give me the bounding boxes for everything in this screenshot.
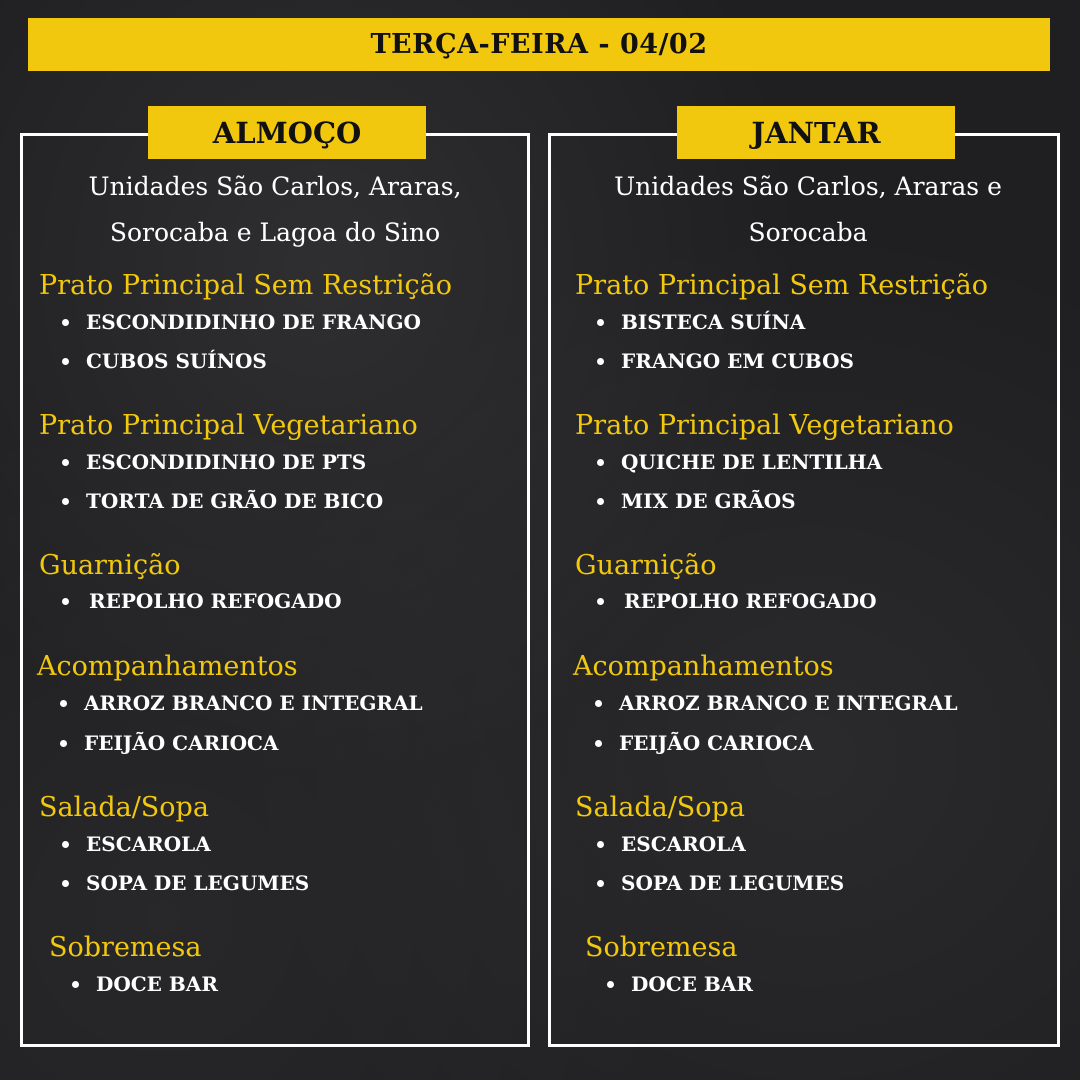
dinner-menu-item: FRANGO EM CUBOS [597,349,854,373]
lunch-section-title: Acompanhamentos [37,651,298,682]
dinner-menu-item: ESCAROLA [597,832,746,856]
dinner-section-title: Sobremesa [585,932,738,963]
dinner-menu-item: QUICHE DE LENTILHA [597,450,882,474]
bullet-icon [62,459,69,466]
dinner-units-line2: Sorocaba [748,218,868,247]
lunch-units [30,164,520,256]
lunch-units-line1: Unidades São Carlos, Araras, [88,172,462,201]
bullet-icon [607,981,614,988]
lunch-units-line2: Sorocaba e Lagoa do Sino [109,218,441,247]
date-title: TERÇA-FEIRA - 04/02 [370,29,708,60]
lunch-menu-item: ESCONDIDINHO DE FRANGO [62,310,421,334]
bullet-icon [595,700,602,707]
dinner-menu-item: BISTECA SUÍNA [597,310,805,334]
lunch-menu-item: DOCE BAR [72,972,218,996]
dinner-menu-item: FEIJÃO CARIOCA [595,731,813,755]
lunch-menu-item: ARROZ BRANCO E INTEGRAL [60,691,423,715]
dinner-menu-item: ARROZ BRANCO E INTEGRAL [595,691,958,715]
dinner-menu-item: MIX DE GRÃOS [597,489,796,513]
lunch-section-title: Salada/Sopa [39,792,209,823]
bullet-icon [597,498,604,505]
lunch-section-title: Prato Principal Sem Restrição [39,270,453,301]
lunch-menu-item: ESCONDIDINHO DE PTS [62,450,366,474]
lunch-section-title: Prato Principal Vegetariano [39,410,418,441]
lunch-menu-item: TORTA DE GRÃO DE BICO [62,489,383,513]
dinner-units [558,164,1058,256]
dinner-menu-item: REPOLHO REFOGADO [597,589,877,613]
bullet-icon [62,841,69,848]
dinner-section-title: Prato Principal Vegetariano [575,410,954,441]
lunch-menu-item: ESCAROLA [62,832,211,856]
dinner-menu-item: SOPA DE LEGUMES [597,871,844,895]
dinner-label: JANTAR [751,115,881,150]
dinner-section-title: Salada/Sopa [575,792,745,823]
lunch-label: ALMOÇO [212,115,362,150]
lunch-menu-item: REPOLHO REFOGADO [62,589,342,613]
dinner-section-title: Prato Principal Sem Restrição [575,270,989,301]
bullet-icon [62,358,69,365]
bullet-icon [60,740,67,747]
date-banner [28,18,1050,71]
bullet-icon [597,598,604,605]
lunch-menu-item: FEIJÃO CARIOCA [60,731,278,755]
lunch-menu-item: CUBOS SUÍNOS [62,349,267,373]
dinner-units-line1: Unidades São Carlos, Araras e [614,172,1002,201]
bullet-icon [597,358,604,365]
bullet-icon [597,841,604,848]
bullet-icon [62,319,69,326]
dinner-menu-item: DOCE BAR [607,972,753,996]
bullet-icon [60,700,67,707]
lunch-menu-item: SOPA DE LEGUMES [62,871,309,895]
bullet-icon [62,598,69,605]
bullet-icon [597,459,604,466]
bullet-icon [72,981,79,988]
bullet-icon [595,740,602,747]
dinner-section-title: Guarnição [575,550,717,581]
bullet-icon [62,498,69,505]
lunch-section-title: Sobremesa [49,932,202,963]
lunch-section-title: Guarnição [39,550,181,581]
dinner-tab [677,106,955,159]
dinner-section-title: Acompanhamentos [573,651,834,682]
bullet-icon [62,880,69,887]
bullet-icon [597,319,604,326]
lunch-tab [148,106,426,159]
bullet-icon [597,880,604,887]
